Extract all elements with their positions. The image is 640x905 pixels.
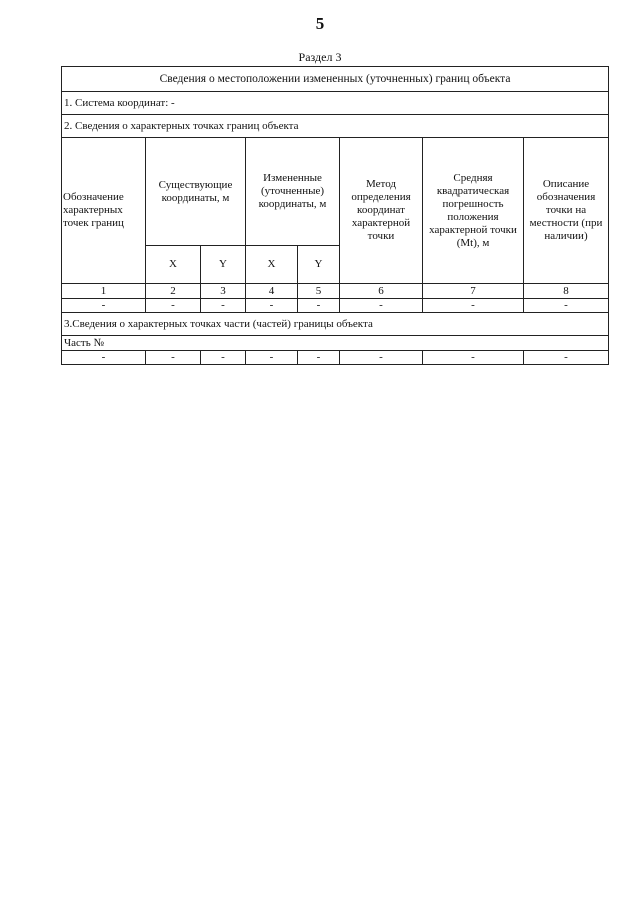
header-mean-error: Средняя квадратическая погрешность положения характерной точки (Mt), м (423, 138, 524, 284)
table-cell: - (298, 299, 340, 313)
table-cell: - (423, 299, 524, 313)
part-points-heading: 3.Сведения о характерных точках части (частей) границы объекта (62, 313, 609, 336)
table-cell: - (62, 351, 146, 365)
table-cell: - (340, 351, 423, 365)
column-number: 4 (246, 284, 298, 299)
column-numbers-row (62, 284, 609, 299)
header-changed-x: X (246, 246, 298, 284)
header-method: Метод определения координат характерной точки (340, 138, 423, 284)
table-cell: - (524, 299, 609, 313)
part-number-label: Часть № (62, 336, 609, 351)
header-changed-y: Y (298, 246, 340, 284)
column-number: 6 (340, 284, 423, 299)
section-label: Раздел 3 (298, 50, 342, 64)
header-description: Описание обозначения точки на местности (при наличии) (524, 138, 609, 284)
column-number: 8 (524, 284, 609, 299)
coordinate-system-row: 1. Система координат: - (62, 92, 609, 115)
table-cell: - (146, 299, 201, 313)
table-row (62, 299, 609, 313)
header-designation: Обозначение характерных точек границ (62, 138, 146, 284)
column-number: 2 (146, 284, 201, 299)
table-cell: - (146, 351, 201, 365)
table-cell: - (340, 299, 423, 313)
table-cell: - (62, 299, 146, 313)
table-cell: - (298, 351, 340, 365)
column-number: 3 (201, 284, 246, 299)
table-cell: - (201, 351, 246, 365)
column-number: 7 (423, 284, 524, 299)
table-cell: - (423, 351, 524, 365)
header-existing-y: Y (201, 246, 246, 284)
column-number: 5 (298, 284, 340, 299)
characteristic-points-heading: 2. Сведения о характерных точках границ объекта (62, 115, 609, 138)
table-title: Сведения о местоположении измененных (уточненных) границ объекта (62, 67, 609, 92)
table-cell: - (246, 351, 298, 365)
column-number: 1 (62, 284, 146, 299)
page-number: 5 (315, 14, 325, 33)
table-row (62, 351, 609, 365)
header-existing-coords: Существующие координаты, м (146, 138, 246, 246)
table-cell: - (201, 299, 246, 313)
header-changed-coords: Измененные (уточненные) координаты, м (246, 138, 340, 246)
table-cell: - (246, 299, 298, 313)
table-cell: - (524, 351, 609, 365)
boundary-table (61, 66, 609, 365)
header-existing-x: X (146, 246, 201, 284)
